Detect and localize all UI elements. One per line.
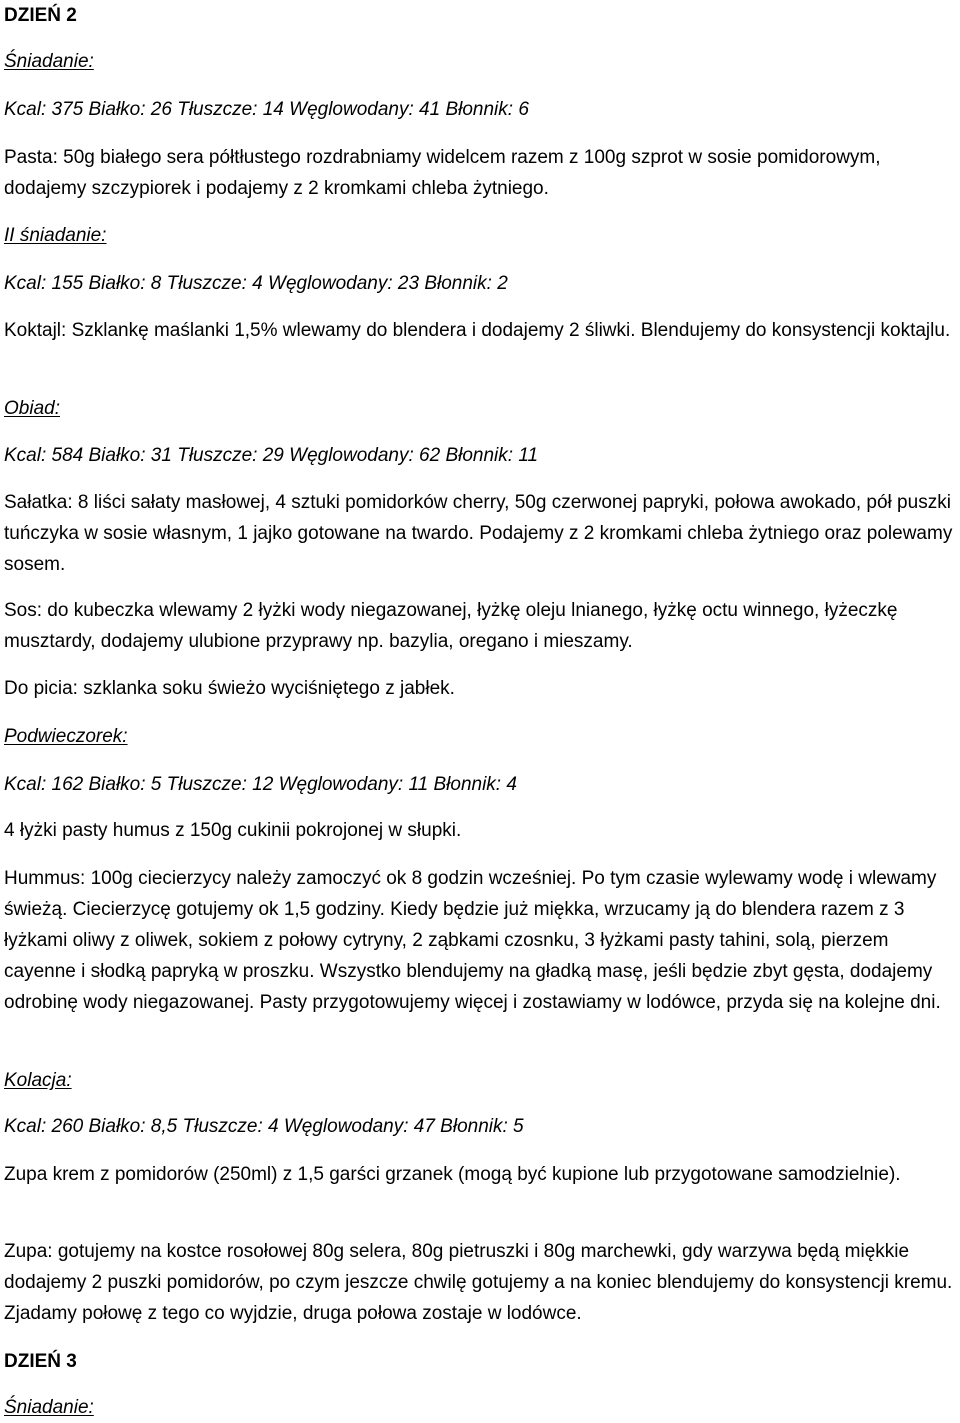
snack-macros: Kcal: 162 Białko: 5 Tłuszcze: 12 Węglowodany: 11 Błonnik: 4 xyxy=(4,774,517,795)
day-2-heading: DZIEŃ 2 xyxy=(4,5,77,26)
second-breakfast-heading: II śniadanie: xyxy=(4,225,107,246)
lunch-heading: Obiad: xyxy=(4,398,60,419)
breakfast-recipe: Pasta: 50g białego sera półtłustego rozdrabniamy widelcem razem z 100g szprot w sosie pomidorowym, dodajemy szczypiorek i podajemy z 2 kromkami chleba żytniego. xyxy=(4,147,881,199)
day-3-breakfast-heading: Śniadanie: xyxy=(4,1397,94,1418)
hummus-recipe: Hummus: 100g ciecierzycy należy zamoczyć ok 8 godzin wcześniej. Po tym czasie wylewamy wodę i wlewamy świeżą. Ciecierzycę gotujemy ok 1,5 godziny. Kiedy będzie już miękka, wrzucamy ją do blendera razem z 3 łyżkami oliwy z oliwek, sokiem z połowy cytryny, 2 ząbkami czosnku, 3 łyżkami pasty tahini, solą, pierzem cayenne i słodką papryką w proszku. Wszystko blendujemy na gładką masę, jeśli będzie zbyt gęsta, dodajemy odrobinę wody niegazowanej. Pasty przygotowujemy więcej i zostawiamy w lodówce, przyda się na kolejne dni. xyxy=(4,868,941,1013)
snack-heading: Podwieczorek: xyxy=(4,726,128,747)
second-breakfast-recipe: Koktajl: Szklankę maślanki 1,5% wlewamy do blendera i dodajemy 2 śliwki. Blendujemy do konsystencji koktajlu. xyxy=(4,320,951,341)
breakfast-heading: Śniadanie: xyxy=(4,51,94,72)
second-breakfast-macros: Kcal: 155 Białko: 8 Tłuszcze: 4 Węglowodany: 23 Błonnik: 2 xyxy=(4,273,508,294)
dinner-description: Zupa krem z pomidorów (250ml) z 1,5 garści grzanek (mogą być kupione lub przygotowane samodzielnie). xyxy=(4,1164,901,1185)
lunch-sauce-recipe: Sos: do kubeczka wlewamy 2 łyżki wody niegazowanej, łyżkę oleju lnianego, łyżkę octu winnego, łyżeczkę musztardy, dodajemy ulubione przyprawy np. bazylia, oregano i mieszamy. xyxy=(4,600,898,652)
snack-description: 4 łyżki pasty humus z 150g cukinii pokrojonej w słupki. xyxy=(4,820,462,841)
lunch-drink: Do picia: szklanka soku świeżo wyciśniętego z jabłek. xyxy=(4,678,455,699)
day-3-heading: DZIEŃ 3 xyxy=(4,1351,77,1372)
dinner-heading: Kolacja: xyxy=(4,1070,72,1091)
breakfast-macros: Kcal: 375 Białko: 26 Tłuszcze: 14 Węglowodany: 41 Błonnik: 6 xyxy=(4,99,529,120)
dinner-macros: Kcal: 260 Białko: 8,5 Tłuszcze: 4 Węglowodany: 47 Błonnik: 5 xyxy=(4,1116,524,1137)
lunch-salad-recipe: Sałatka: 8 liści sałaty masłowej, 4 sztuki pomidorków cherry, 50g czerwonej papryki, połowa awokado, pół puszki tuńczyka w sosie własnym, 1 jajko gotowane na twardo. Podajemy z 2 kromkami chleba żytniego oraz polewamy sosem. xyxy=(4,492,953,575)
lunch-macros: Kcal: 584 Białko: 31 Tłuszcze: 29 Węglowodany: 62 Błonnik: 11 xyxy=(4,445,539,466)
soup-recipe: Zupa: gotujemy na kostce rosołowej 80g selera, 80g pietruszki i 80g marchewki, gdy warzywa będą miękkie dodajemy 2 puszki pomidorów, po czym jeszcze chwilę gotujemy a na koniec blendujemy do konsystencji kremu. Zjadamy połowę z tego co wyjdzie, druga połowa zostaje w lodówce. xyxy=(4,1241,953,1324)
